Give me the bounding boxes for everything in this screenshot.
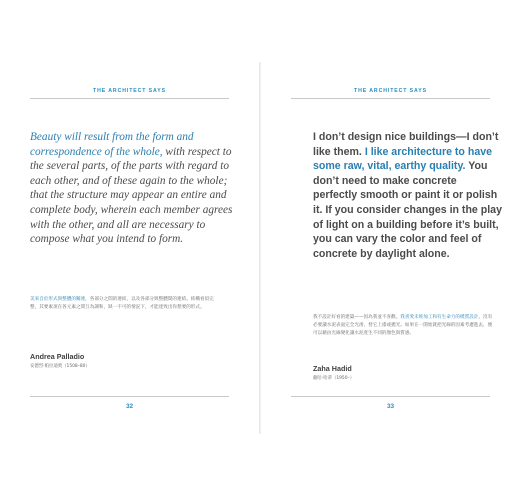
right-page bbox=[261, 62, 520, 434]
header-rule bbox=[291, 98, 490, 99]
translation-highlight: 我喜愛未經加工和有生命力的樸質設計 bbox=[400, 315, 479, 320]
author-name-chinese: 薩哈·哈蒂（1950–） bbox=[313, 376, 355, 381]
page-number: 33 bbox=[386, 403, 395, 410]
header-rule bbox=[30, 98, 229, 99]
chinese-translation bbox=[30, 296, 220, 312]
quote-body-start: I don’t design nice buildings—I don’t like them. bbox=[313, 131, 499, 158]
quote-body-end: You don’t need to make concrete perfectly smooth or paint it or polish it. If you consider changes in the play of light on a building before it’s built, you can vary the color and feel of concrete by daylight alone. bbox=[313, 160, 502, 260]
quote-highlight: I like architecture to have some raw, vital, earthy quality. bbox=[313, 145, 492, 173]
quote-body: with respect to the several parts, of the parts with regard to each other, and of these again to the whole; that the structure may appear an entire and complete body, wherein each member agrees with the other, and all are necessary to compose what you intend to form. bbox=[30, 145, 233, 246]
left-page bbox=[0, 62, 259, 434]
translation-end: 。沒有必要讓水泥表面完全光滑，替它上漆或拋光。如果在一開始就把光線的因素考慮進去，便可以藉由光線變化讓水泥產生不同的顏色與質感。 bbox=[313, 315, 493, 336]
footer-rule bbox=[30, 396, 229, 397]
translation-body: ，各部分之間的連結，以及各部分與整體間的連結。結構看似完整，其要素須在各元素之間互為調和，缺一不可的情況下，才能達致出你想要的形式。 bbox=[30, 297, 214, 310]
page-number: 32 bbox=[125, 403, 134, 410]
chinese-translation bbox=[313, 314, 493, 338]
translation-highlight: 美來自於形式與整體的關連 bbox=[30, 297, 86, 302]
hadid-quote bbox=[313, 130, 503, 261]
author-name: Zaha Hadid bbox=[313, 364, 352, 373]
running-head: THE ARCHITECT SAYS bbox=[93, 88, 166, 94]
running-head: THE ARCHITECT SAYS bbox=[354, 88, 427, 94]
author-name-chinese: 安德烈·帕拉迪奧（1508–80） bbox=[30, 364, 90, 369]
palladio-quote bbox=[30, 130, 234, 247]
footer-rule bbox=[291, 396, 490, 397]
author-name: Andrea Palladio bbox=[30, 352, 85, 361]
translation-start: 我不設計好看的建築——因為我並不喜歡。 bbox=[313, 315, 401, 320]
quote-highlight: Beauty will result from the form and correspondence of the whole, bbox=[30, 131, 194, 158]
